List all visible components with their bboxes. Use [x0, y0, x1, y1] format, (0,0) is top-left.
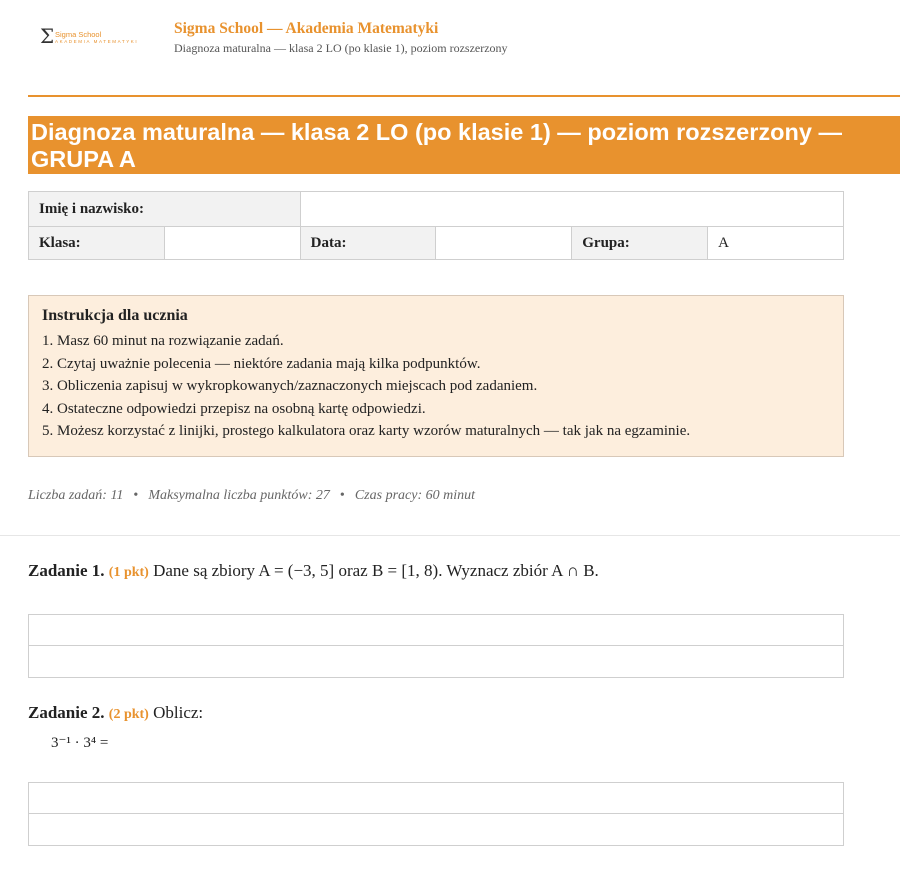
school-logo	[40, 24, 139, 50]
header-divider	[28, 95, 900, 97]
answer-area-1[interactable]	[28, 614, 844, 678]
logo-subtitle: AKADEMIA MATEMATYKI	[55, 39, 139, 44]
bullet-separator: •	[339, 488, 345, 503]
name-label: Imię i nazwisko:	[29, 192, 301, 227]
date-label: Data:	[300, 227, 436, 260]
task-points: (1 pkt)	[108, 565, 149, 580]
instruction-item: 2. Czytaj uważnie polecenia — niektóre zadania mają kilka podpunktów.	[42, 355, 481, 372]
task-expression: 3⁻¹ · 3⁴ =	[51, 735, 109, 751]
group-field[interactable]: A	[708, 227, 844, 260]
task-number: Zadanie 1.	[28, 561, 105, 580]
task-text: Dane są zbiory A = (−3, 5] oraz B = [1, 8). Wyznacz zbiór A ∩ B.	[153, 561, 599, 580]
instruction-item: 1. Masz 60 minut na rozwiązanie zadań.	[42, 333, 284, 349]
instruction-item: 4. Ostateczne odpowiedzi przepisz na osobną kartę odpowiedzi.	[42, 400, 426, 417]
header-subtitle: Diagnoza maturalna — klasa 2 LO (po klasie 1), poziom rozszerzony	[174, 41, 508, 55]
task-count: Liczba zadań: 11	[28, 488, 124, 503]
answer-line[interactable]	[29, 783, 843, 814]
answer-line[interactable]	[29, 615, 843, 646]
page-title: Diagnoza maturalna — klasa 2 LO (po klasie 1) — poziom rozszerzony — GRUPA A	[28, 116, 900, 174]
task-1	[28, 561, 599, 581]
task-2	[28, 703, 203, 723]
section-divider	[0, 535, 900, 536]
answer-area-2[interactable]	[28, 782, 844, 846]
class-field[interactable]	[164, 227, 300, 260]
task-number: Zadanie 2.	[28, 703, 105, 722]
page-header	[0, 0, 900, 96]
instructions-list	[42, 330, 830, 443]
bullet-separator: •	[133, 488, 139, 503]
school-name: Sigma School — Akademia Matematyki	[174, 20, 439, 37]
time-limit: Czas pracy: 60 minut	[354, 488, 475, 503]
task-text: Oblicz:	[153, 703, 204, 722]
sigma-icon: Σ	[40, 24, 55, 48]
answer-line[interactable]	[29, 646, 843, 677]
exam-meta	[28, 488, 475, 504]
task-points: (2 pkt)	[108, 707, 149, 722]
instructions-box	[28, 295, 844, 457]
group-label: Grupa:	[572, 227, 708, 260]
instruction-item: 3. Obliczenia zapisuj w wykropkowanych/zaznaczonych miejscach pod zadaniem.	[42, 378, 538, 394]
logo-name: Sigma School	[55, 30, 102, 39]
student-info-table	[28, 191, 844, 260]
name-field[interactable]	[300, 192, 843, 227]
answer-line[interactable]	[29, 814, 843, 845]
max-points: Maksymalna liczba punktów: 27	[148, 488, 330, 503]
instruction-item: 5. Możesz korzystać z linijki, prostego kalkulatora oraz karty wzorów maturalnych — tak jak na egzaminie.	[42, 423, 691, 439]
class-label: Klasa:	[29, 227, 165, 260]
instructions-title: Instrukcja dla ucznia	[42, 307, 188, 324]
date-field[interactable]	[436, 227, 572, 260]
